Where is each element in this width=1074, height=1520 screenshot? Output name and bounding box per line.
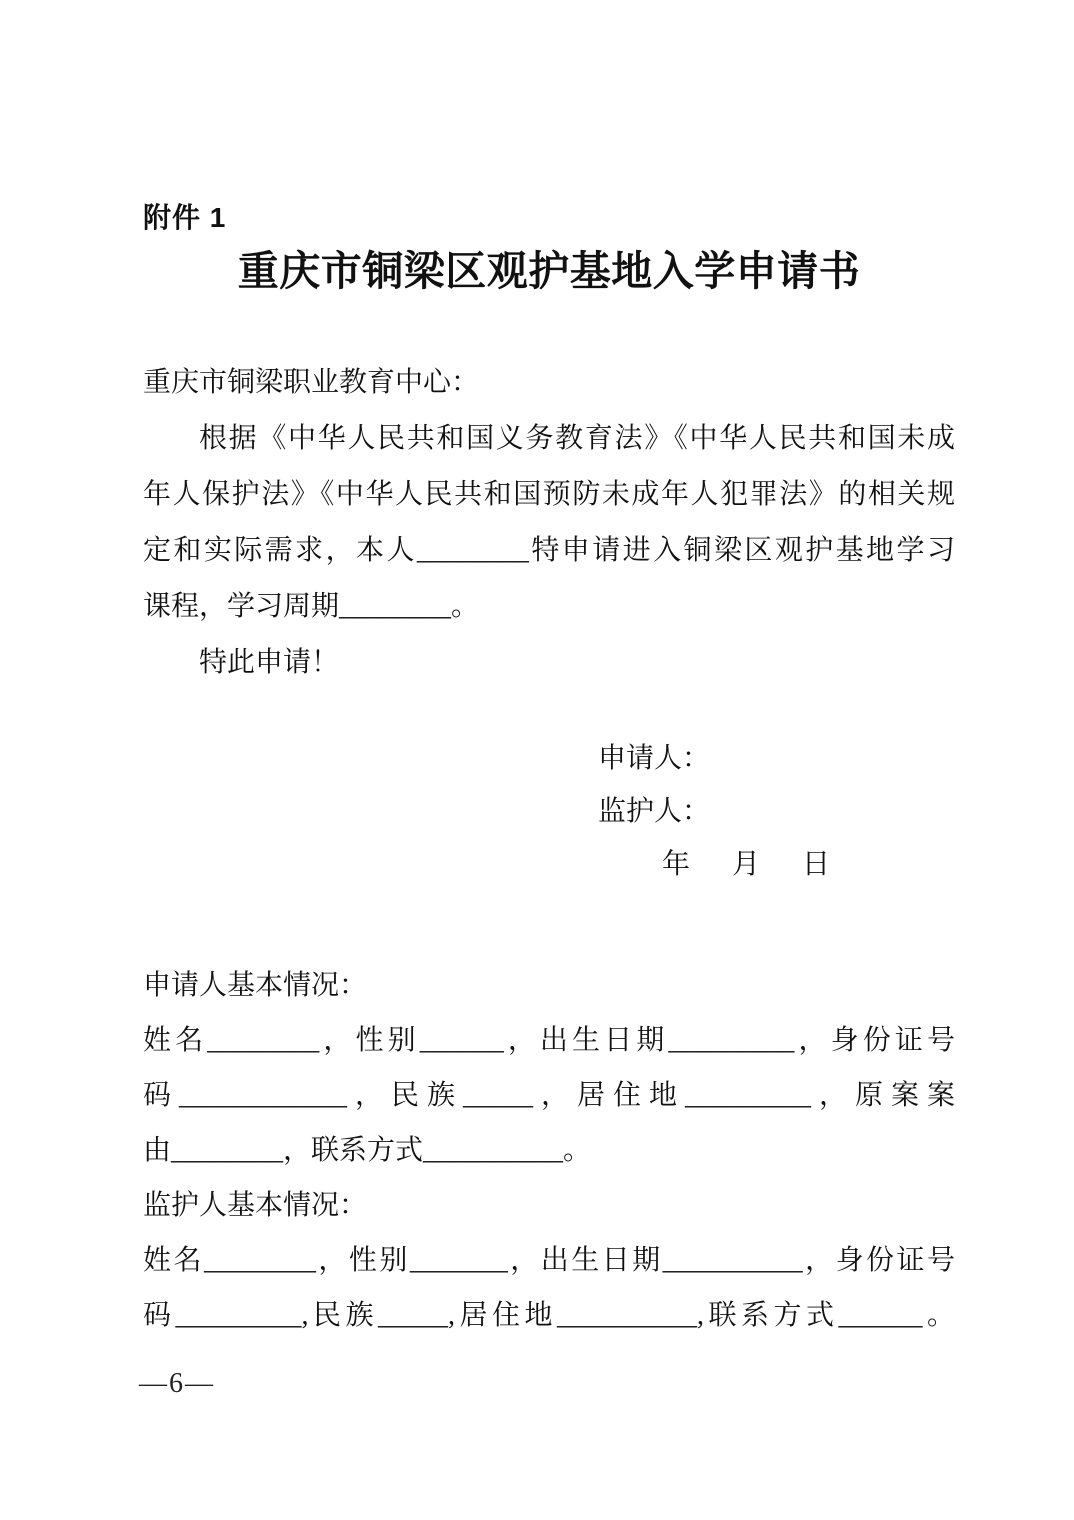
applicant-info-line-1: 姓名________，性别______，出生日期_________，身份证号 — [143, 1025, 955, 1056]
guardian-info-line-2: 码_________,民族_____,居住地__________,联系方式______。 — [143, 1300, 955, 1331]
application-letter — [143, 355, 955, 691]
document-title: 重庆市铜梁区观护基地入学申请书 — [237, 248, 861, 294]
attachment-label: 附件 1 — [143, 202, 227, 233]
basic-information-section — [143, 958, 955, 1343]
guardian-info-line-1: 姓名________，性别_______，出生日期__________，身份证号 — [143, 1245, 955, 1276]
paragraph-line-1: 根据《中华人民共和国义务教育法》《中华人民共和国未成 — [199, 423, 955, 454]
paragraph-line-2: 年人保护法》《中华人民共和国预防未成年人犯罪法》的相关规 — [143, 479, 955, 510]
guardian-info-heading: 监护人基本情况： — [143, 1190, 368, 1221]
guardian-signature-label: 监护人： — [598, 796, 711, 827]
signature-block — [598, 732, 830, 891]
applicant-signature-label: 申请人： — [598, 743, 711, 774]
paragraph-line-3: 定和实际需求，本人________特申请进入铜梁区观护基地学习 — [143, 535, 955, 566]
salutation: 重庆市铜梁职业教育中心： — [143, 367, 480, 398]
signature-date-line: 年 月 日 — [662, 849, 831, 880]
paragraph-line-4: 课程，学习周期________。 — [143, 591, 480, 622]
page-number: —6— — [139, 1368, 215, 1399]
applicant-info-heading: 申请人基本情况： — [143, 970, 368, 1001]
applicant-info-line-2: 码____________，民族_____，居住地_________，原案案 — [143, 1080, 955, 1111]
applicant-info-line-3: 由________，联系方式__________。 — [143, 1135, 592, 1166]
closing-statement: 特此申请！ — [199, 647, 340, 678]
